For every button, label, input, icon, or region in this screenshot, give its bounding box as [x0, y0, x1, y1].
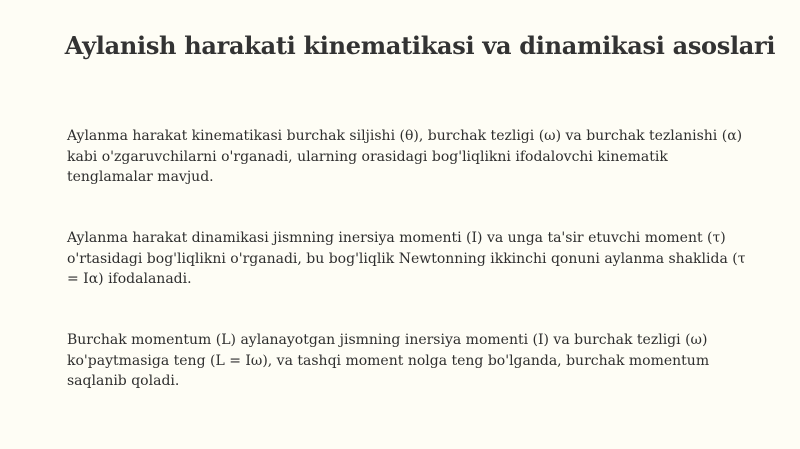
paragraph-kinematics: Aylanma harakat kinematikasi burchak siljishi (θ), burchak tezligi (ω) va burchak tezlanishi (α) kabi o'zgaruvchilarni o'rganadi, ularning orasidagi bog'liqlikni ifodalovchi kinematik tenglamalar mavjud.	[67, 128, 743, 185]
paragraph-dynamics: Aylanma harakat dinamikasi jismning inersiya momenti (I) va unga ta'sir etuvchi moment (τ) o'rtasidagi bog'liqlikni o'rganadi, bu bog'liqlik Newtonning ikkinchi qonuni aylanma shaklida (τ = Iα) ifodalanadi.	[67, 230, 746, 287]
slide-title: Aylanish harakati kinematikasi va dinamikasi asoslari	[64, 31, 776, 60]
paragraph-angular-momentum: Burchak momentum (L) aylanayotgan jismning inersiya momenti (I) va burchak tezligi (ω) ko'paytmasiga teng (L = Iω), va tashqi moment nolga teng bo'lganda, burchak momentum saqlanib qoladi.	[67, 332, 710, 389]
